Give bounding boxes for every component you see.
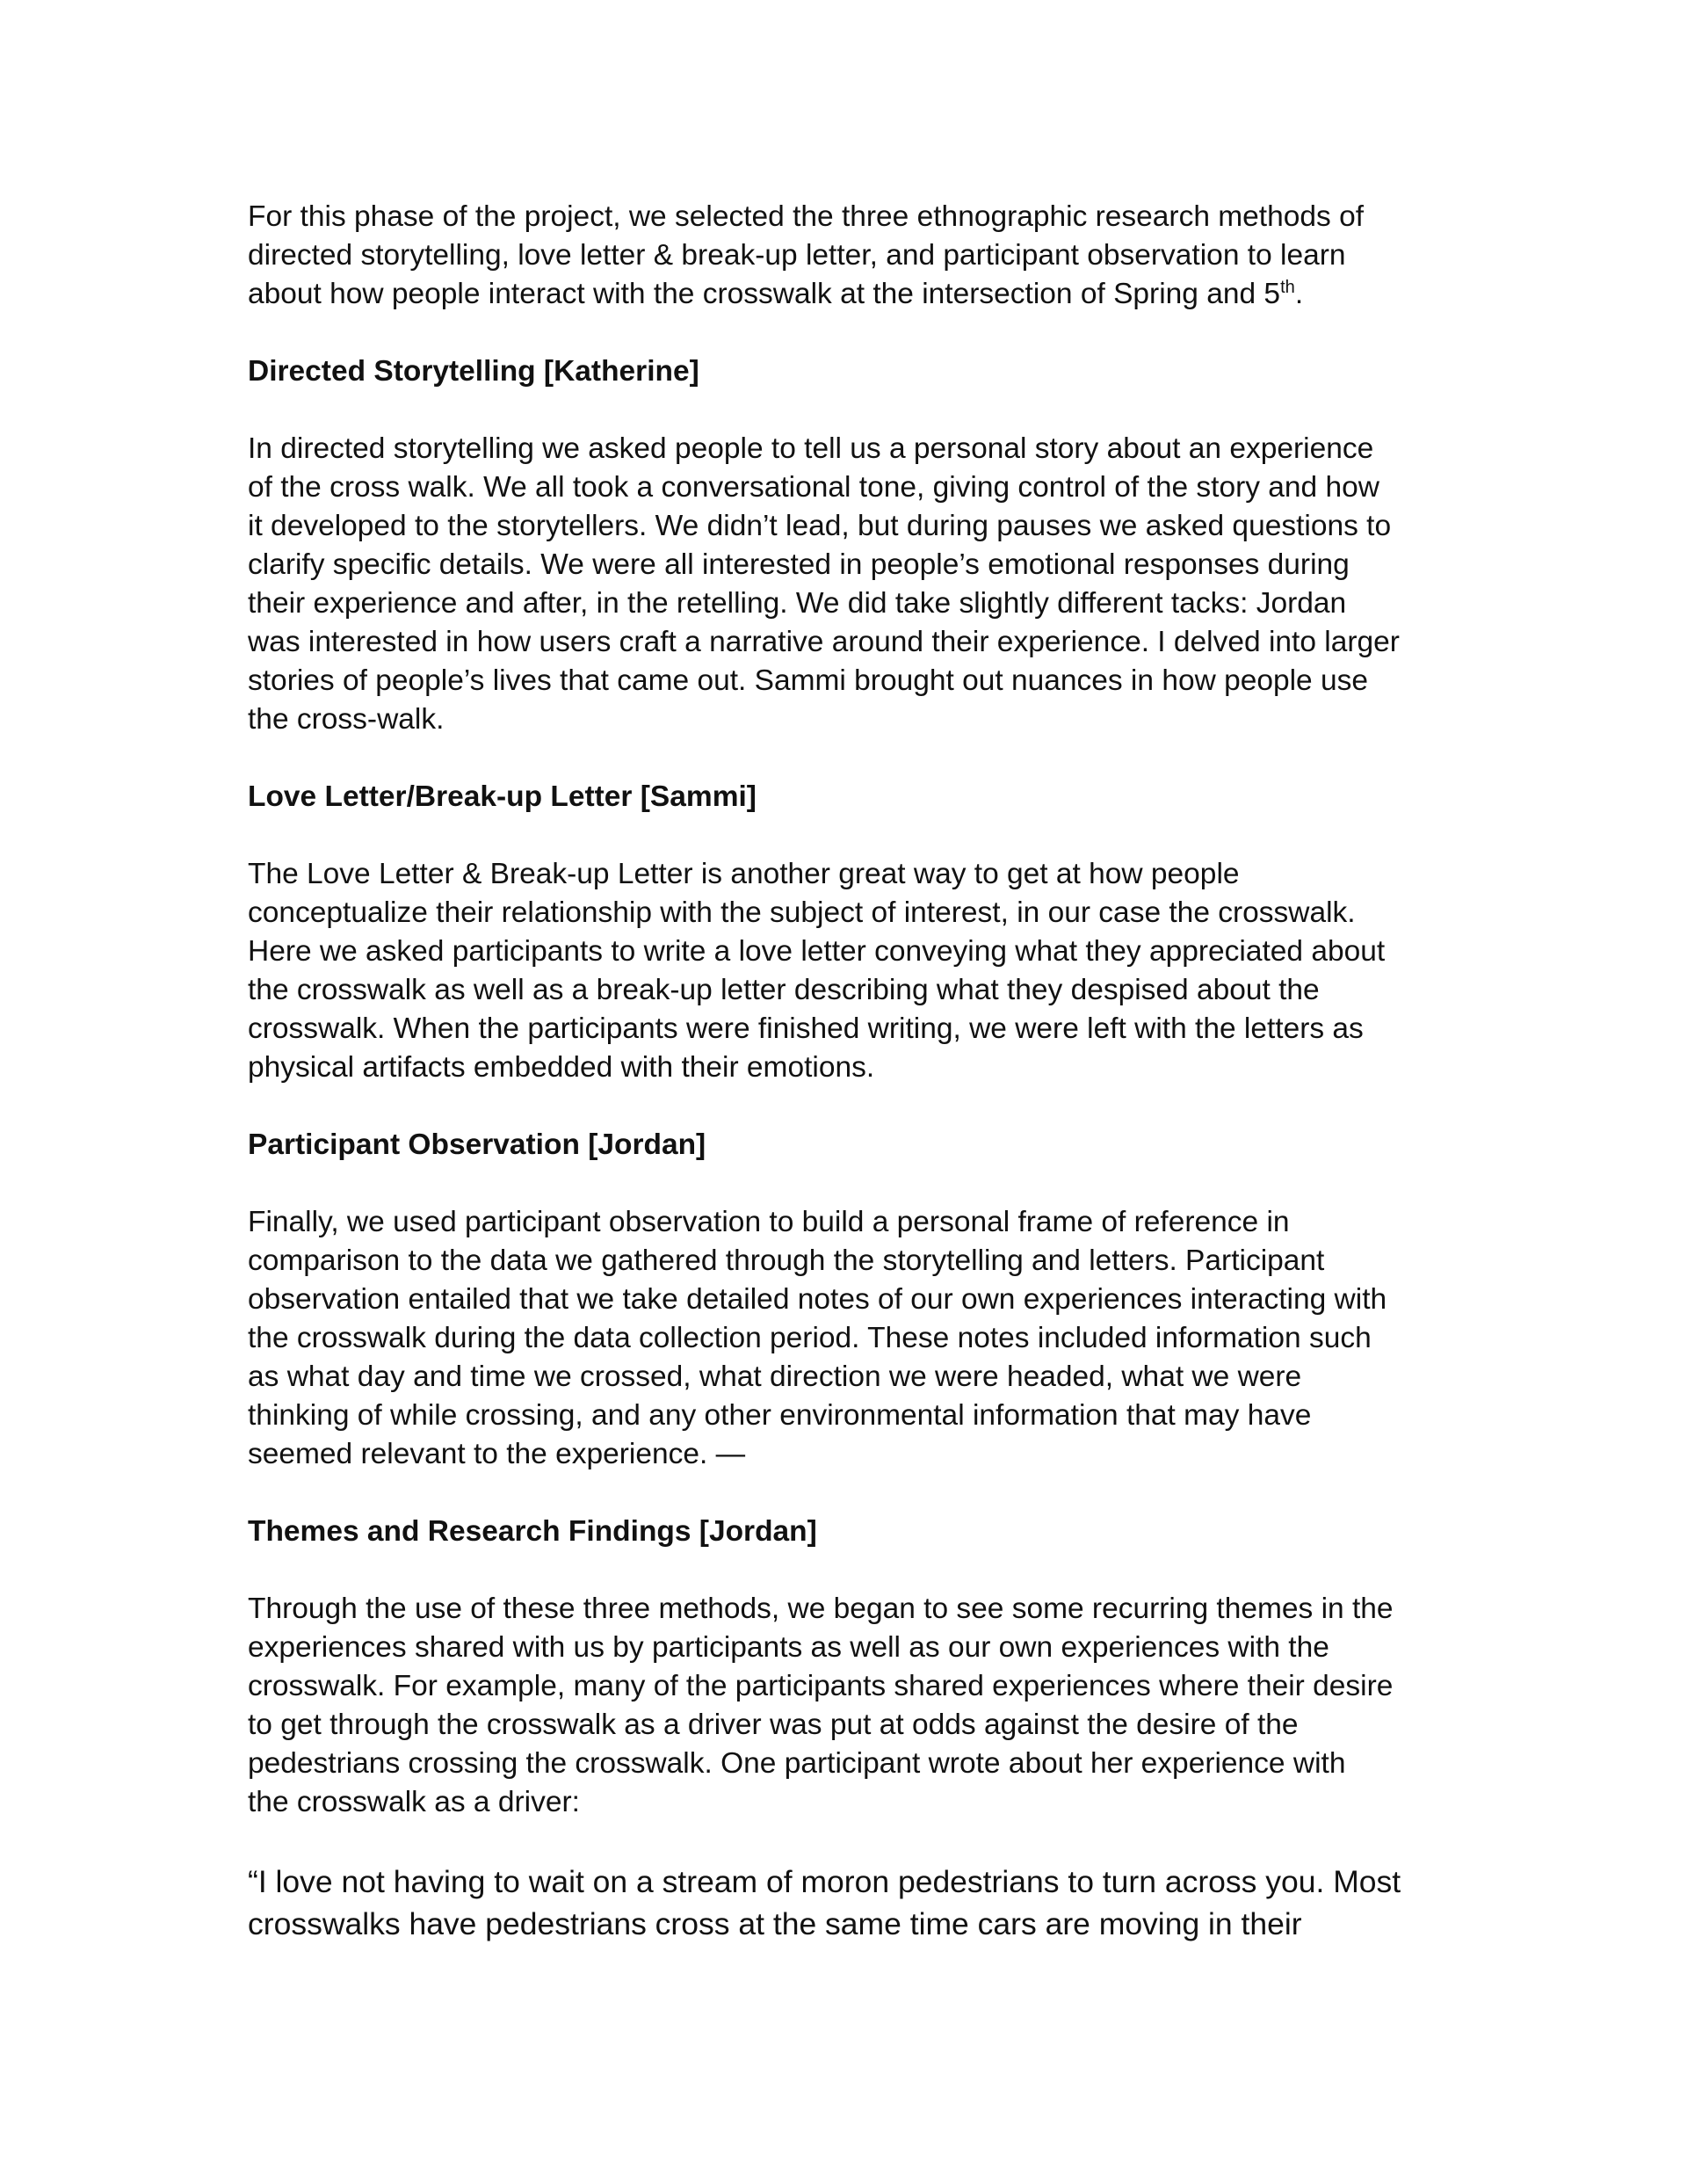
section-heading-directed-storytelling: Directed Storytelling [Katherine] <box>248 355 699 388</box>
text-line: was interested in how users craft a narrative around their experience. I delved into larger <box>248 626 1400 658</box>
document-page <box>248 198 1460 1945</box>
text-line: stories of people’s lives that came out. Sammi brought out nuances in how people use <box>248 664 1368 697</box>
text-line <box>248 275 1460 314</box>
participant-quote <box>248 1861 1460 1945</box>
section-paragraph-love-letter <box>248 855 1460 1087</box>
text-line: For this phase of the project, we selected the three ethnographic research methods of <box>248 200 1365 233</box>
text-line: directed storytelling, love letter & break-up letter, and participant observation to learn <box>248 239 1346 272</box>
text-line: to get through the crosswalk as a driver was put at odds against the desire of the <box>248 1709 1299 1741</box>
text-line: the crosswalk as a driver: <box>248 1786 580 1818</box>
text-line: their experience and after, in the retelling. We did take slightly different tacks: Jordan <box>248 587 1347 620</box>
intro-paragraph <box>248 198 1460 314</box>
section-paragraph-themes-findings <box>248 1590 1460 1822</box>
text-line-main: about how people interact with the crosswalk at the intersection of Spring and 5 <box>248 278 1281 310</box>
sentence-end: . <box>1294 278 1304 310</box>
text-line: Finally, we used participant observation to build a personal frame of reference in <box>248 1206 1290 1238</box>
text-line: The Love Letter & Break-up Letter is another great way to get at how people <box>248 858 1240 890</box>
text-line: observation entailed that we take detailed notes of our own experiences interacting with <box>248 1283 1387 1316</box>
quote-line: “I love not having to wait on a stream of moron pedestrians to turn across you. Most <box>248 1864 1401 1899</box>
text-line: physical artifacts embedded with their emotions. <box>248 1051 875 1084</box>
text-line: the cross-walk. <box>248 703 445 736</box>
text-line: conceptualize their relationship with the subject of interest, in our case the crosswalk. <box>248 896 1356 929</box>
section-paragraph-participant-observation <box>248 1203 1460 1474</box>
text-line: In directed storytelling we asked people to tell us a personal story about an experience <box>248 432 1374 465</box>
text-line: crosswalk. For example, many of the participants shared experiences where their desire <box>248 1670 1394 1702</box>
text-line: experiences shared with us by participants as well as our own experiences with the <box>248 1631 1329 1664</box>
text-line: it developed to the storytellers. We didn’t lead, but during pauses we asked questions to <box>248 510 1392 542</box>
text-line: Through the use of these three methods, we began to see some recurring themes in the <box>248 1593 1394 1625</box>
text-line: of the cross walk. We all took a conversational tone, giving control of the story and how <box>248 471 1379 504</box>
section-heading-participant-observation: Participant Observation [Jordan] <box>248 1128 706 1161</box>
text-line: Here we asked participants to write a love letter conveying what they appreciated about <box>248 935 1386 968</box>
text-line: the crosswalk during the data collection period. These notes included information such <box>248 1322 1372 1354</box>
text-line: crosswalk. When the participants were finished writing, we were left with the letters as <box>248 1012 1364 1045</box>
text-line: the crosswalk as well as a break-up letter describing what they despised about the <box>248 974 1320 1006</box>
text-line: seemed relevant to the experience. — <box>248 1438 746 1470</box>
text-line: pedestrians crossing the crosswalk. One participant wrote about her experience with <box>248 1747 1346 1780</box>
ordinal-superscript: th <box>1280 277 1295 297</box>
section-heading-themes-findings: Themes and Research Findings [Jordan] <box>248 1515 817 1548</box>
text-line: thinking of while crossing, and any other environmental information that may have <box>248 1399 1312 1432</box>
section-heading-love-letter: Love Letter/Break-up Letter [Sammi] <box>248 780 757 813</box>
text-line: comparison to the data we gathered through the storytelling and letters. Participant <box>248 1244 1325 1277</box>
section-paragraph-directed-storytelling <box>248 430 1460 739</box>
text-line: clarify specific details. We were all interested in people’s emotional responses during <box>248 548 1350 581</box>
text-line: as what day and time we crossed, what direction we were headed, what we were <box>248 1360 1302 1393</box>
quote-line: crosswalks have pedestrians cross at the same time cars are moving in their <box>248 1906 1302 1941</box>
